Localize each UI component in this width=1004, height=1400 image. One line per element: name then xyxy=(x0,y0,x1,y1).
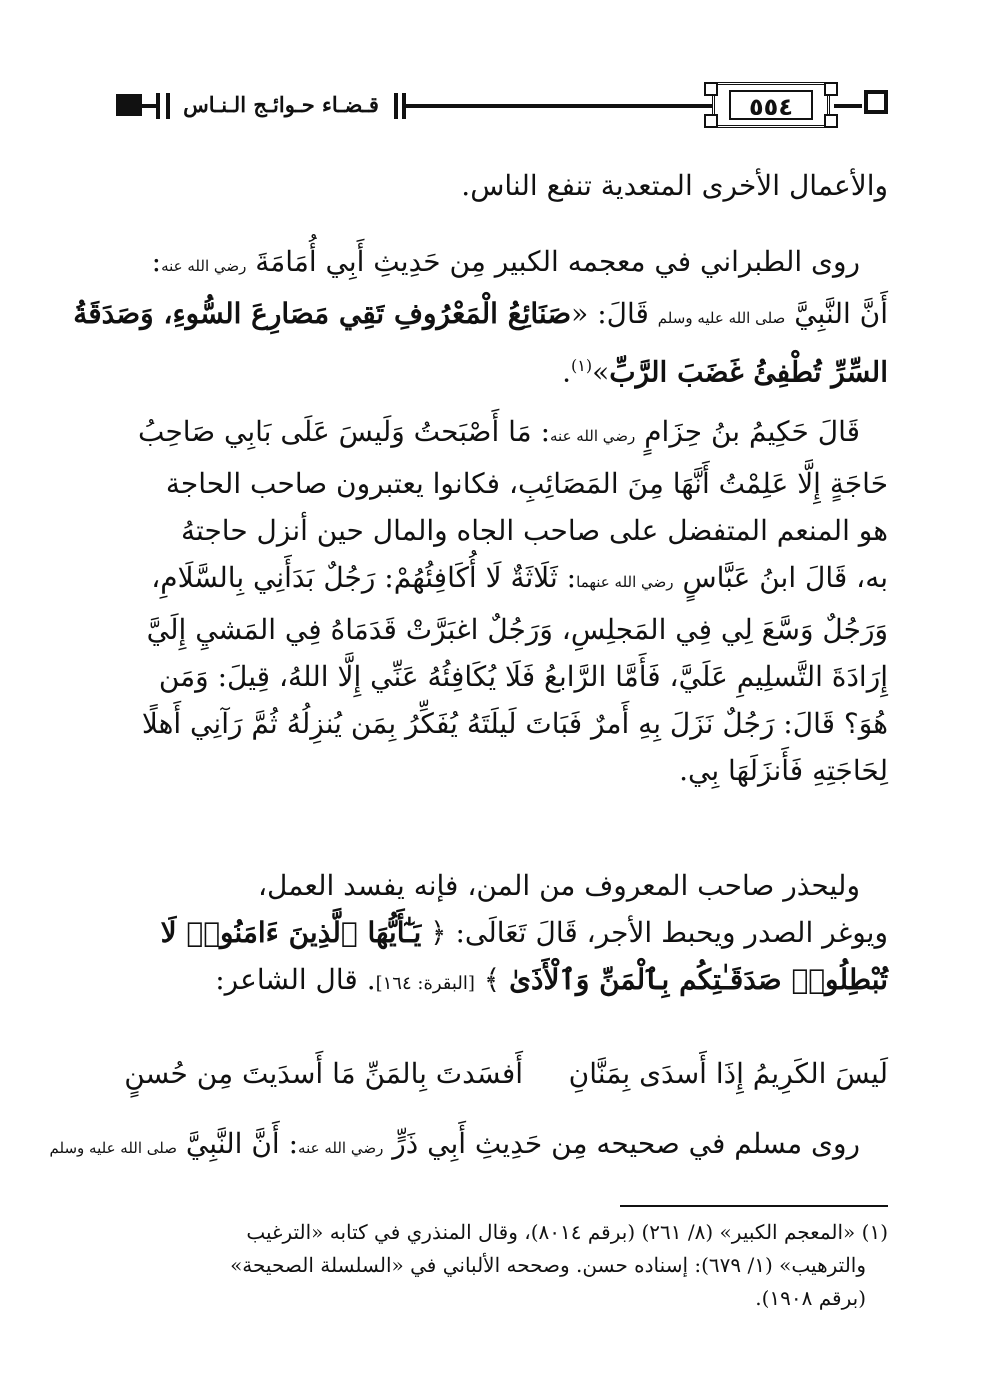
text-run: روى الطبراني في معجمه الكبير مِن حَدِيثِ أَبِي أُمَامَةَ xyxy=(255,245,860,278)
text-line: وليحذر صاحب المعروف من المن، فإنه يفسد العمل، xyxy=(258,869,860,902)
text-run: : أَنَّ النَّبِيَّ xyxy=(185,1127,299,1160)
footnote-line: والترهيب» (١/ ٦٧٩): إسناده حسن. وصححه الألباني في «السلسلة الصحيحة» xyxy=(230,1253,866,1277)
text-run: : مَا أَصْبَحتُ وَلَيسَ عَلَى بَابِي صَاحِبُ xyxy=(137,415,550,448)
text-run: قَالَ: « xyxy=(571,297,649,330)
poem-verse xyxy=(116,1053,888,1103)
text-run: ﴾ xyxy=(483,963,501,996)
hadith-text: صَنَائِعُ الْمَعْرُوفِ تَقِي مَصَارِعَ السُّوءِ، وَصَدَقَةُ xyxy=(73,297,572,330)
poem-hemistich: أَفسَدتَ بِالمَنِّ مَا أَسدَيتَ مِن حُسنٍ xyxy=(124,1057,523,1090)
frame-corner-ornament xyxy=(824,114,838,128)
paragraph xyxy=(49,1120,888,1172)
running-header xyxy=(116,82,888,130)
text-line: هو المنعم المتفضل على صاحب الجاه والمال حين أنزل حاجتهُ xyxy=(181,514,888,547)
paragraph xyxy=(116,408,888,794)
text-line xyxy=(49,1120,888,1172)
footnote-line: (١) «المعجم الكبير» (٨/ ٢٦١) (برقم ٨٠١٤)، وقال المنذري في كتابه «الترغيب xyxy=(246,1220,888,1244)
page-number: ٥٥٤ xyxy=(729,90,813,120)
page-number-frame xyxy=(712,82,830,128)
text-run: أَنَّ النَّبِيَّ xyxy=(794,297,888,330)
honorific-glyph: صلى الله عليه وسلم xyxy=(657,309,786,327)
footnotes xyxy=(116,1216,888,1315)
footnote-line: (برقم ١٩٠٨). xyxy=(755,1286,866,1310)
honorific-glyph: صلى الله عليه وسلم xyxy=(49,1139,177,1157)
text-line: والأعمال الأخرى المتعدية تنفع الناس. xyxy=(461,169,888,202)
honorific-glyph: رضي الله عنهما xyxy=(576,573,674,591)
header-divider xyxy=(166,93,170,119)
text-run: ويوغر الصدر ويحبط الأجر، قَالَ تَعَالَى: ﴿ xyxy=(430,916,888,949)
text-line: لِحَاجَتِهِ فَأَنزَلَهَا بِي. xyxy=(679,754,888,787)
header-rule xyxy=(406,104,712,108)
text-line: هُوَ؟ قَالَ: رَجُلٌ نَزَلَ بِهِ أَمرٌ فَبَاتَ لَيلَتَهُ يُفَكِّرُ بِمَن يُنزِلُهُ ثُمَّ رَآنِي أَهلًا xyxy=(141,707,888,740)
frame-corner-ornament xyxy=(704,82,718,96)
text-line: إِرَادَةَ التَّسلِيمِ عَلَيَّ، فَأَمَّا الرَّابعُ فَلَا يُكَافِئُهُ عَنِّي إِلَّا اللهُ، قِيلَ: وَمَن xyxy=(158,660,888,693)
footnote-reference[interactable]: (١) xyxy=(570,356,593,375)
text-line xyxy=(73,290,888,342)
text-run: : ثَلَاثَةٌ لَا أُكَافِئُهُمْ: رَجُلٌ بَدَأَنِي بِالسَّلَامِ، xyxy=(151,561,577,594)
honorific-glyph: رضي الله عنه xyxy=(550,427,636,445)
text-run: » xyxy=(592,355,610,389)
quran-verse: تُبْطِلُوا۟ صَدَقَـٰتِكُم بِٱلْمَنِّ وَٱلْأَذَىٰ xyxy=(509,963,888,996)
text-line xyxy=(116,238,888,290)
text-line xyxy=(116,956,888,1007)
quran-verse: يَـٰٓأَيُّهَا ٱلَّذِينَ ءَامَنُوا۟ لَا xyxy=(160,916,422,949)
text-line xyxy=(116,342,888,395)
header-rule xyxy=(834,104,862,108)
paragraph xyxy=(116,862,888,1007)
text-run: به، قَالَ ابنُ عَبَّاسٍ xyxy=(682,561,888,594)
text-run: روى مسلم في صحيحه مِن حَدِيثِ أَبِي ذَرٍّ xyxy=(392,1127,860,1160)
frame-corner-ornament xyxy=(824,82,838,96)
poem-hemistich: لَيسَ الكَرِيمُ إِذَا أَسدَى بِمَنَّانِ xyxy=(568,1057,888,1090)
header-rule xyxy=(142,104,156,108)
text-run: : xyxy=(151,245,162,278)
text-line: حَاجَةٍ إِلَّا عَلِمْتُ أَنَّهَا مِنَ المَصَائِبِ، فكانوا يعتبرون صاحب الحاجة xyxy=(165,467,888,500)
header-ornament-block xyxy=(116,94,142,116)
frame-corner-ornament xyxy=(704,114,718,128)
verse-reference: [البقرة: ١٦٤] xyxy=(375,973,475,994)
paragraph xyxy=(73,238,888,395)
paragraph xyxy=(116,162,888,209)
text-run: . قال الشاعر: xyxy=(215,963,376,996)
header-ornament-square xyxy=(864,90,888,114)
text-line: وَرَجُلٌ وَسَّعَ لِي فِي المَجلِسِ، وَرَجُلٌ اغبَرَّتْ قَدَمَاهُ فِي المَشيِ إِلَيَّ xyxy=(146,613,888,646)
running-title: قـضـاء حـوائـج الـنـاس xyxy=(183,92,379,117)
header-divider xyxy=(394,93,398,119)
text-run: قَالَ حَكِيمُ بنُ حِزَامٍ xyxy=(644,415,860,448)
text-line xyxy=(116,554,888,606)
text-line xyxy=(116,408,888,460)
hadith-text: السِّرِّ تُطْفِئُ غَضَبَ الرَّبِّ xyxy=(609,355,888,389)
honorific-glyph: رضي الله عنه xyxy=(161,257,247,275)
honorific-glyph: رضي الله عنه xyxy=(298,1139,384,1157)
footnote-separator xyxy=(620,1205,888,1207)
text-run: . xyxy=(562,355,571,389)
header-divider xyxy=(156,93,160,119)
text-line xyxy=(116,909,888,956)
